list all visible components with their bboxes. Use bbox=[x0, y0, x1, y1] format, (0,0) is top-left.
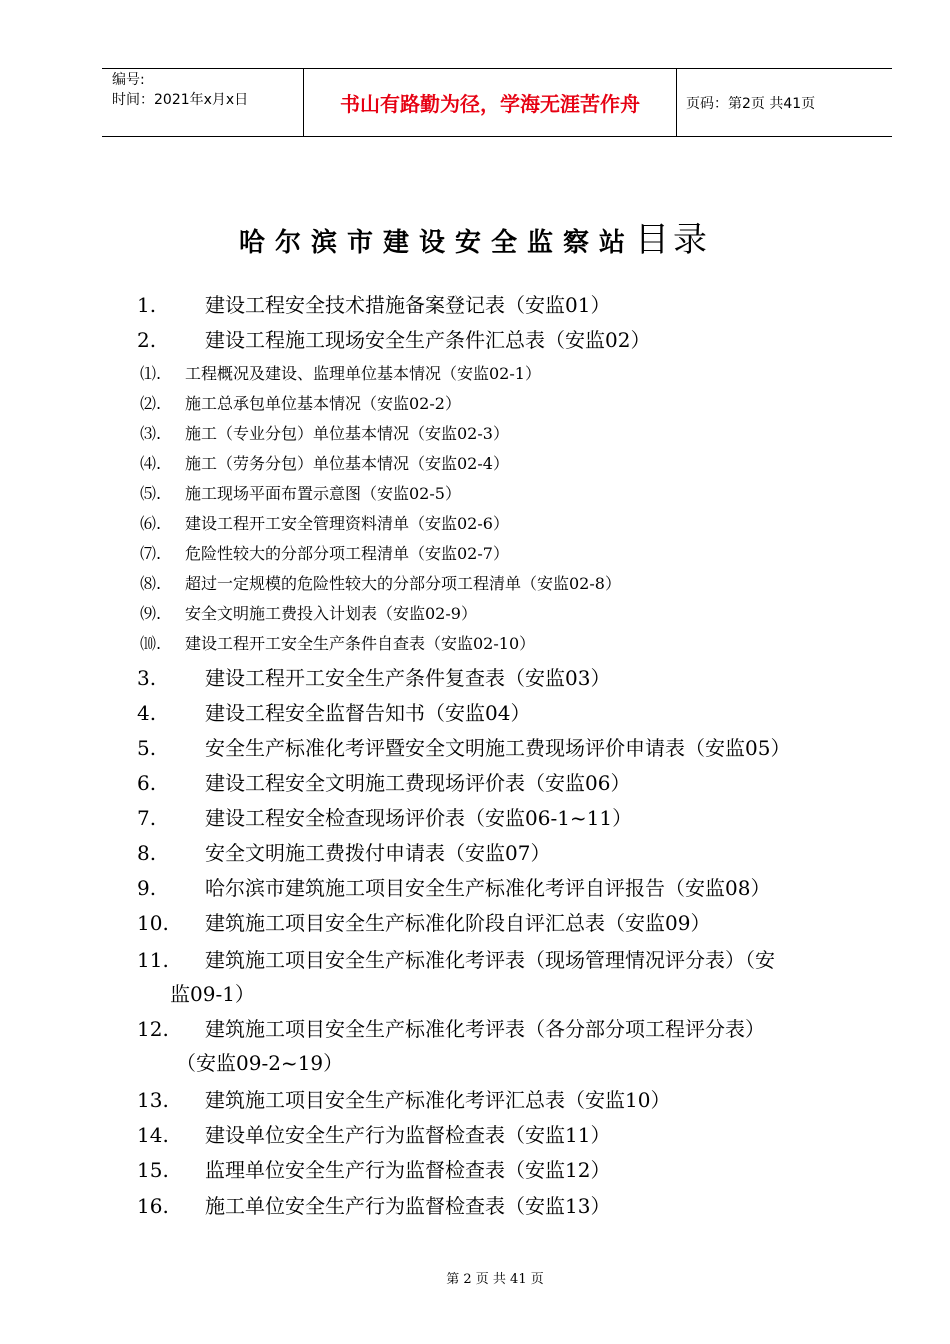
toc-item-number: 12. bbox=[137, 1017, 169, 1041]
toc-subitem-number: ⑸. bbox=[140, 484, 162, 503]
toc-item-text: 建筑施工项目安全生产标准化考评表（现场管理情况评分表）（安 bbox=[205, 948, 775, 972]
toc-subitem-text: 工程概况及建设、监理单位基本情况（安监02-1） bbox=[185, 364, 541, 383]
toc-item-number: 7. bbox=[137, 806, 157, 830]
toc-item-text: 安全文明施工费拨付申请表（安监07） bbox=[205, 841, 551, 865]
toc-subitem-number: ⑷. bbox=[140, 454, 162, 473]
toc-subitem-number: ⑶. bbox=[140, 424, 162, 443]
toc-subitem-number: ⑻. bbox=[140, 574, 162, 593]
toc-item-number: 8. bbox=[137, 841, 157, 865]
toc-subitem-number: ⑵. bbox=[140, 394, 162, 413]
toc-item-text: 建筑施工项目安全生产标准化考评汇总表（安监10） bbox=[205, 1088, 671, 1112]
title-word: 目录 bbox=[635, 220, 711, 260]
toc-subitem-text: 建设工程开工安全管理资料清单（安监02-6） bbox=[185, 514, 509, 533]
toc-item-continuation: 监09-1） bbox=[170, 982, 255, 1006]
toc-item-number: 13. bbox=[137, 1088, 169, 1112]
toc-item-number: 9. bbox=[137, 876, 157, 900]
title-org: 哈尔滨市建设安全监察站 bbox=[238, 228, 635, 258]
toc-subitem-text: 建设工程开工安全生产条件自查表（安监02-10） bbox=[185, 634, 536, 653]
toc-subitem-number: ⑺. bbox=[140, 544, 162, 563]
toc-item-text: 哈尔滨市建筑施工项目安全生产标准化考评自评报告（安监08） bbox=[205, 876, 771, 900]
toc-item-text: 建设工程施工现场安全生产条件汇总表（安监02） bbox=[205, 328, 651, 352]
header-motto: 书山有路勤为径，学海无涯苦作舟 bbox=[303, 69, 677, 136]
toc-item-number: 3. bbox=[137, 666, 157, 690]
toc-item-number: 4. bbox=[137, 701, 157, 725]
toc-item-text: 建设工程开工安全生产条件复查表（安监03） bbox=[205, 666, 611, 690]
page-footer: 第 2 页 共 41 页 bbox=[446, 1272, 544, 1287]
toc-subitem-text: 危险性较大的分部分项工程清单（安监02-7） bbox=[185, 544, 509, 563]
toc-item-text: 建设工程安全检查现场评价表（安监06-1~11） bbox=[205, 806, 633, 830]
toc-subitem-text: 施工现场平面布置示意图（安监02-5） bbox=[185, 484, 461, 503]
toc-item-text: 建设工程安全技术措施备案登记表（安监01） bbox=[205, 293, 611, 317]
toc-item-number: 2. bbox=[137, 328, 157, 352]
toc-item-number: 5. bbox=[137, 736, 157, 760]
toc-item-number: 11. bbox=[137, 948, 169, 972]
toc-item-number: 14. bbox=[137, 1123, 169, 1147]
toc-item-number: 16. bbox=[137, 1194, 169, 1218]
toc-item-number: 15. bbox=[137, 1158, 169, 1182]
toc-item-text: 建设工程安全监督告知书（安监04） bbox=[205, 701, 531, 725]
toc-item-text: 建设工程安全文明施工费现场评价表（安监06） bbox=[205, 771, 631, 795]
toc-item-text: 安全生产标准化考评暨安全文明施工费现场评价申请表（安监05） bbox=[205, 736, 791, 760]
toc-subitem-number: ⑽. bbox=[140, 634, 162, 653]
toc-subitem-text: 施工（劳务分包）单位基本情况（安监02-4） bbox=[185, 454, 509, 473]
toc-item-text: 建设单位安全生产行为监督检查表（安监11） bbox=[205, 1123, 611, 1147]
toc-item-text: 建筑施工项目安全生产标准化阶段自评汇总表（安监09） bbox=[205, 911, 711, 935]
page-header bbox=[102, 68, 892, 137]
toc-subitem-text: 超过一定规模的危险性较大的分部分项工程清单（安监02-8） bbox=[185, 574, 621, 593]
toc-item-text: 监理单位安全生产行为监督检查表（安监12） bbox=[205, 1158, 611, 1182]
toc-subitem-number: ⑹. bbox=[140, 514, 162, 533]
toc-item-text: 建筑施工项目安全生产标准化考评表（各分部分项工程评分表） bbox=[205, 1017, 765, 1041]
toc-subitem-text: 安全文明施工费投入计划表（安监02-9） bbox=[185, 604, 477, 623]
toc-item-text: 施工单位安全生产行为监督检查表（安监13） bbox=[205, 1194, 611, 1218]
serial-label: 编号: bbox=[112, 72, 145, 88]
toc-subitem-text: 施工（专业分包）单位基本情况（安监02-3） bbox=[185, 424, 509, 443]
toc-subitem-text: 施工总承包单位基本情况（安监02-2） bbox=[185, 394, 461, 413]
document-title bbox=[0, 212, 950, 261]
header-meta bbox=[102, 69, 303, 136]
toc-item-number: 6. bbox=[137, 771, 157, 795]
toc-item-number: 1. bbox=[137, 293, 157, 317]
toc-item-number: 10. bbox=[137, 911, 169, 935]
time-label: 时间：2021年x月x日 bbox=[112, 92, 249, 108]
toc-subitem-number: ⑼. bbox=[140, 604, 162, 623]
toc-subitem-number: ⑴. bbox=[140, 364, 162, 383]
toc-item-continuation: （安监09-2~19） bbox=[176, 1051, 344, 1075]
header-page-code: 页码：第2页 共41页 bbox=[686, 95, 816, 112]
